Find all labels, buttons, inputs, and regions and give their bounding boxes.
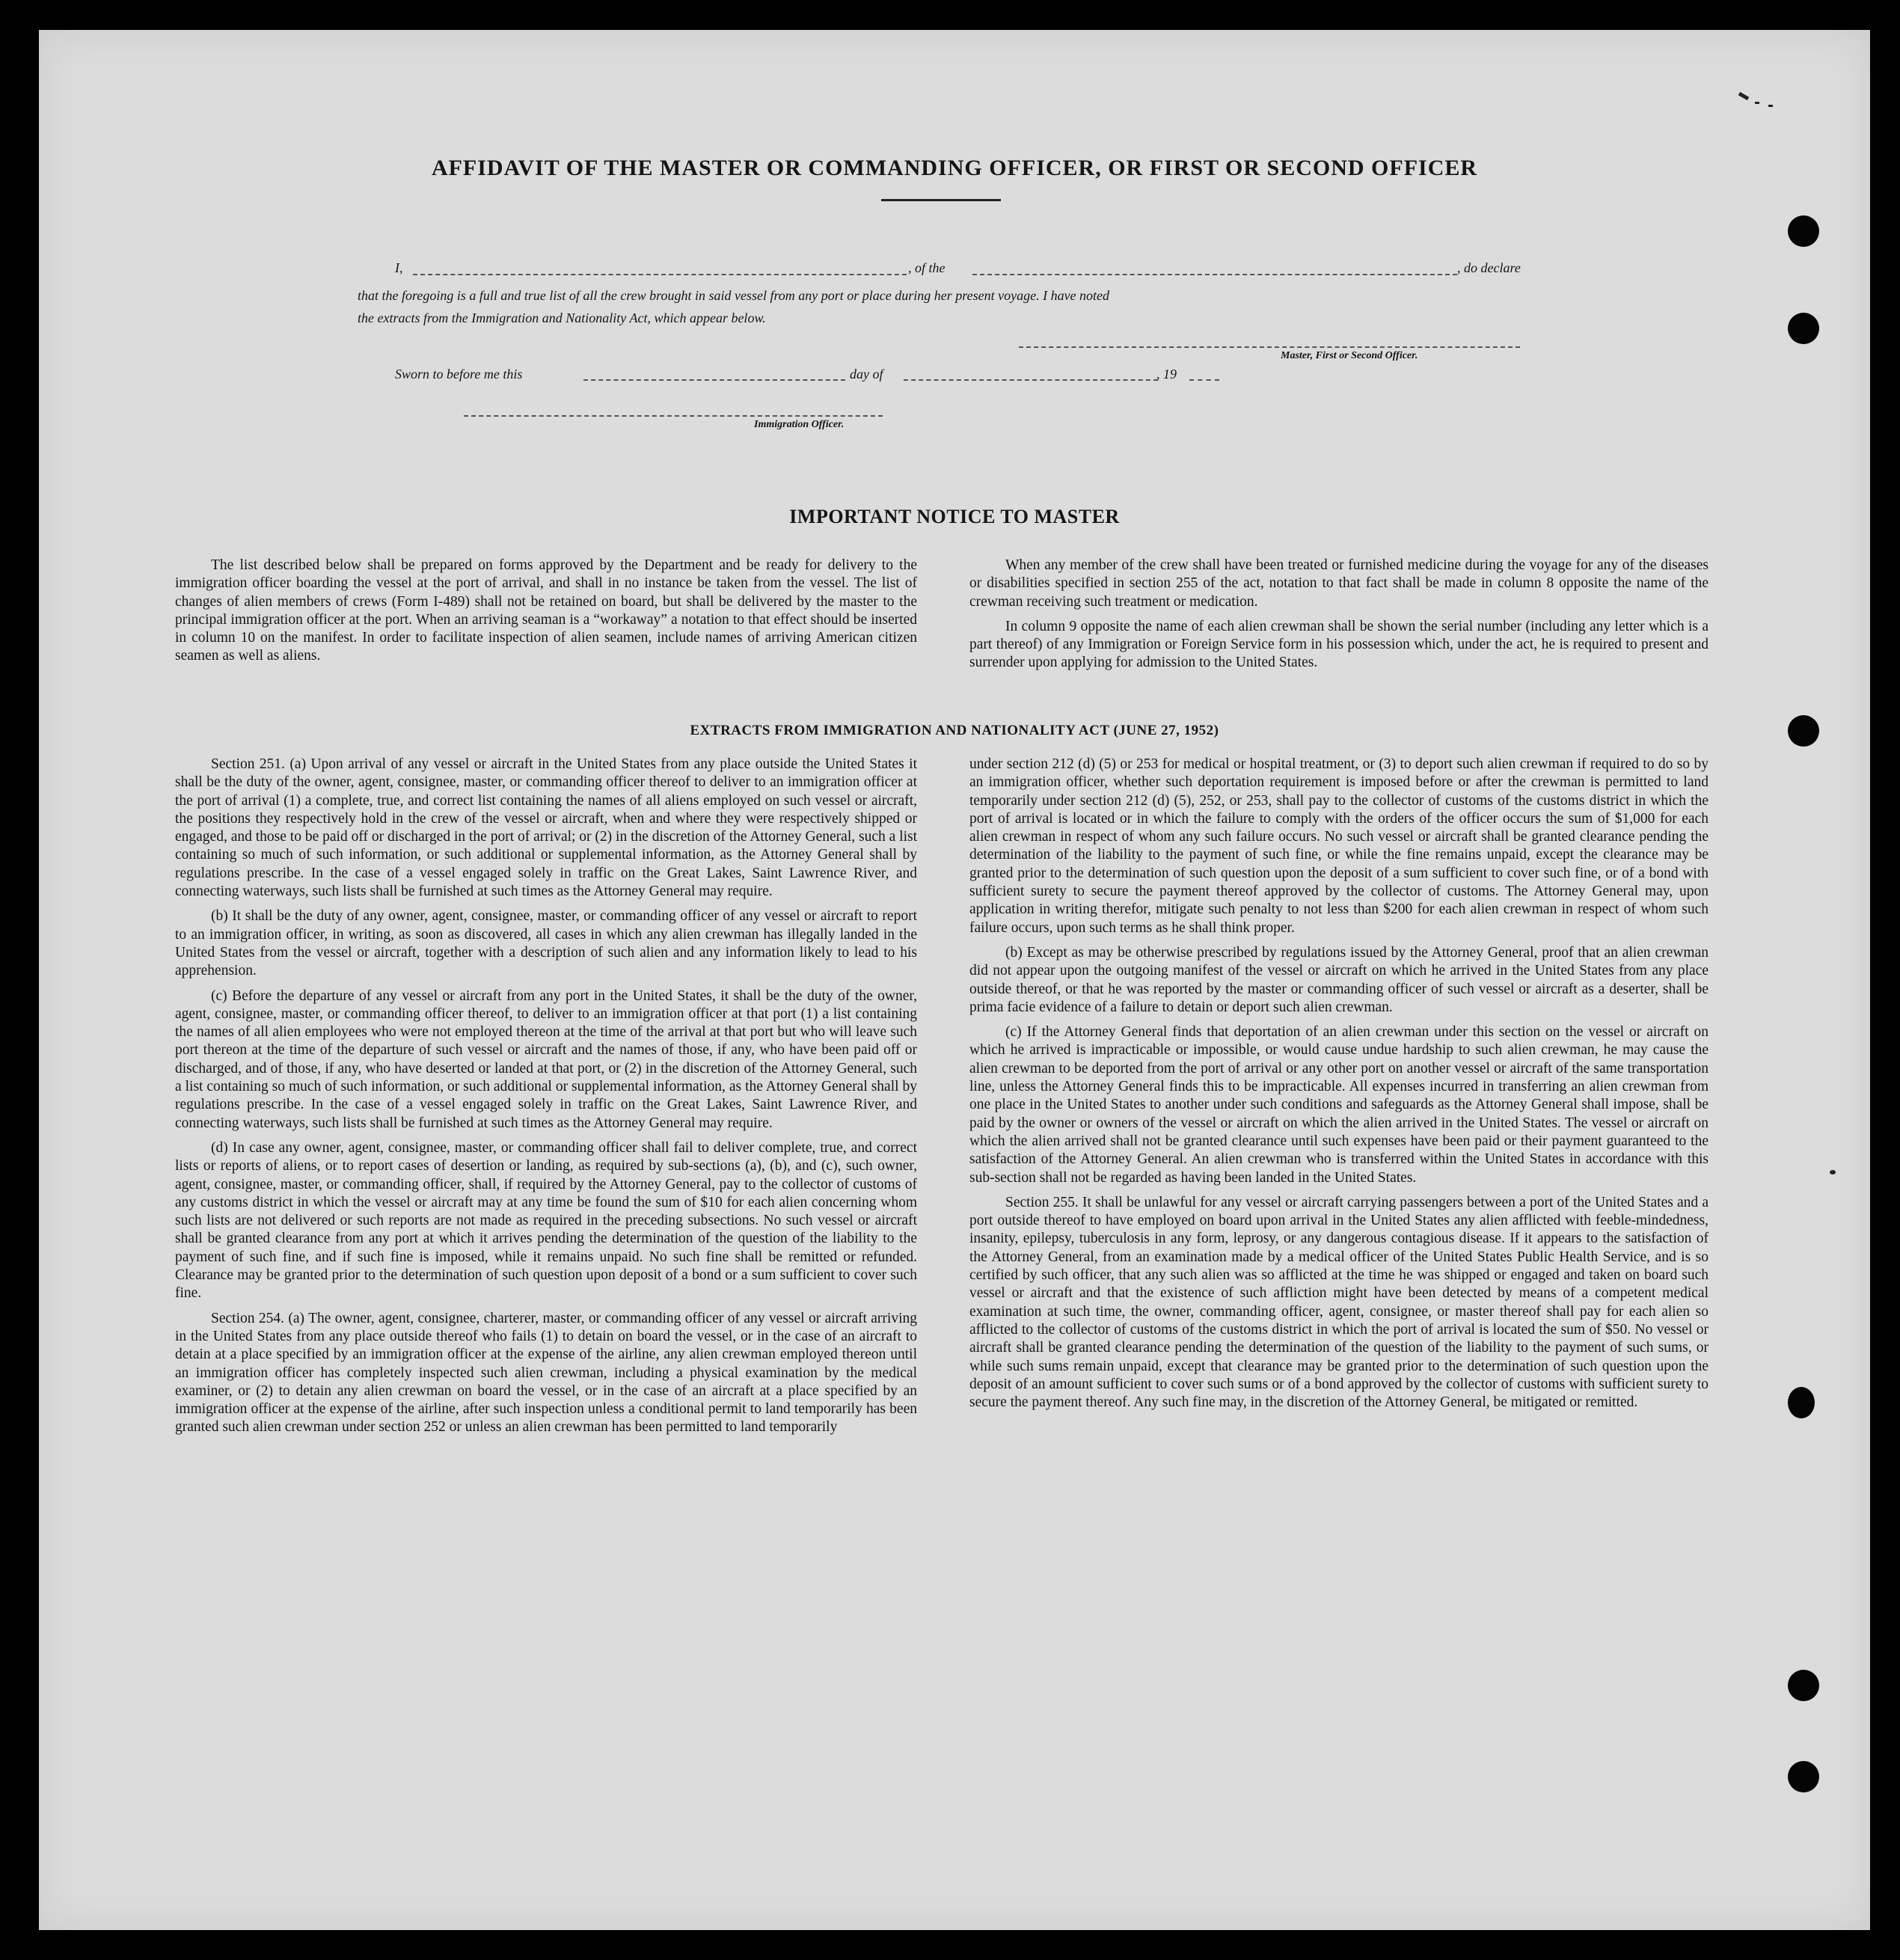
section-255: Section 255. It shall be unlawful for any vessel or aircraft carrying passengers between a port of the United States and a port outside thereof to have employed on board upon arrival in the United States any alien afflicted with feeble-mindedness, insanity, epilepsy, tuberculosis in any form, leprosy, or any dangerous contagious disease. If it appears to the satisfaction of the Attorney General, from an examination made by a medical officer of the United States Public Health Service, and is so certified by such officer, that any such alien was so afflicted at the time he was shipped or engaged and taken on board such vessel or aircraft and that the existence of such affliction might have been detected by means of a competent medical examination at such time, the owner, commanding officer, agent, consignee, or master thereof shall pay for each alien so afflicted to the collector of customs of the customs district in which the port of arrival is located the sum of $50. No vessel or aircraft shall be granted clearance pending the determination of the question of the liability to the payment of such sums, or while such sums remain unpaid, except that clearance may be granted prior to the determination of such question upon the deposit of an amount sufficient to cover such sums or of a bond approved by the collector of customs with sufficient surety to secure the payment thereof. Any such fine may, in the discretion of the Attorney General, be mitigated or remitted. xyxy=(969,1194,1709,1411)
scan-mark xyxy=(1738,92,1750,100)
vessel-blank xyxy=(972,274,1457,275)
of-the-label: , of the xyxy=(908,260,946,275)
sworn-label: Sworn to before me this xyxy=(395,367,523,382)
section-254a: Section 254. (a) The owner, agent, consignee, charterer, master, or commanding officer of any vessel or aircraft arriving in the United States from any place outside thereof who fails (1) to detain on board the vessel, or in the case of an aircraft to detain at a place specified by an immigration officer at the expense of the airline, any alien crewman employed thereon until an immigration officer has completely inspected such alien crewman, including a physical examination by the medical examiner, or (2) to detain any alien crewman on board the vessel, or in the case of an aircraft at a place specified by an immigration officer at the expense of the airline, after such inspection unless a conditional permit to land temporarily has been granted such alien crewman under section 252 or unless an alien crewman has been permitted to land temporarily xyxy=(175,1310,917,1436)
declare-label: , do declare xyxy=(1457,260,1521,275)
notice-right-column xyxy=(969,557,1709,679)
section-251c: (c) Before the departure of any vessel or aircraft from any port in the United States, it shall be the duty of the owner, agent, consignee, master, or commanding officer thereof, to deliver to an immigration officer at that port (1) a list containing the names of all alien employees who were not employed thereon at the time of the arrival at that port but who will leave such port thereon at the time of the departure of such vessel or aircraft and the names of those, if any, who have been paid off or discharged, and of those, if any, who have deserted or landed at that port, or (2) in the discretion of the Attorney General, such a list containing so much of such information, or such additional or supplemental information, as the Attorney General shall by regulations prescribe. In the case of a vessel engaged solely in traffic on the Great Lakes, Saint Lawrence River, and connecting waterways, such lists shall be furnished at such times as the Attorney General may require. xyxy=(175,987,917,1131)
section-251a: Section 251. (a) Upon arrival of any vessel or aircraft in the United States from any place outside the United States it shall be the duty of the owner, agent, consignee, master, or commanding officer thereof to deliver to an immigration officer at the port of arrival (1) a complete, true, and correct list containing the names of all aliens employed on such vessel or aircraft, the positions they respectively hold in the crew of the vessel or aircraft, when and where they were respectively shipped or engaged, and those to be paid off or discharged in the port of arrival; or (2) in the discretion of the Attorney General, such a list containing so much of such information, or such additional or supplemental information, as the Attorney General shall by regulations prescribe. In the case of a vessel engaged solely in traffic on the Great Lakes, Saint Lawrence River, and connecting waterways, such lists shall be furnished at such times as the Attorney General may require. xyxy=(175,756,917,900)
section-254b: (b) Except as may be otherwise prescribed by regulations issued by the Attorney General, proof that an alien crewman did not appear upon the outgoing manifest of the vessel or aircraft on which he arrived in the United States from any place outside thereof, or that he was reported by the master or commanding officer of such vessel or aircraft as a deserter, shall be prima facie evidence of a failure to detain or deport such alien crewman. xyxy=(969,944,1709,1015)
immigration-officer-line xyxy=(464,415,883,417)
punch-hole xyxy=(1788,313,1819,344)
punch-hole xyxy=(1788,1670,1819,1701)
master-signature-line xyxy=(1019,346,1520,348)
extracts-title: EXTRACTS FROM IMMIGRATION AND NATIONALITY ACT (JUNE 27, 1952) xyxy=(690,723,1219,738)
extracts-left-column xyxy=(175,756,917,1444)
document-page xyxy=(39,30,1870,1930)
scan-mark xyxy=(1830,1170,1836,1175)
notice-left-column xyxy=(175,557,917,673)
statement-line-2: the extracts from the Immigration and Nationality Act, which appear below. xyxy=(358,310,766,325)
notice-left-paragraph: The list described below shall be prepared on forms approved by the Department and be ready for delivery to the immigration officer boarding the vessel at the port of arrival, and shall in no instance be taken from the vessel. The list of changes of alien members of crews (Form I-489) shall not be retained on board, but shall be delivered by the master to the principal immigration officer at the port. When an arriving seaman is a “workaway” a notation to that effect should be inserted in column 10 on the manifest. In order to facilitate inspection of alien seamen, include names of arriving American citizen seamen as well as aliens. xyxy=(175,557,917,664)
sworn-day-blank xyxy=(583,379,845,381)
punch-hole xyxy=(1788,215,1819,247)
i-label: I, xyxy=(395,260,403,275)
day-of-label: day of xyxy=(850,367,883,382)
punch-hole xyxy=(1788,1387,1815,1418)
master-signature-label: Master, First or Second Officer. xyxy=(1281,350,1418,361)
scan-mark xyxy=(1768,105,1773,107)
title-underline xyxy=(881,199,1001,201)
section-254c: (c) If the Attorney General finds that deportation of an alien crewman under this section on the vessel or aircraft on which he arrived is impracticable or impossible, or would cause undue hardship to such alien crewman, he may cause the alien crewman to be deported from the port of arrival or any other port on another vessel or aircraft of the same transportation line, unless the Attorney General finds this to be impracticable. All expenses incurred in transferring an alien crewman from one place in the United States to another under such conditions and safeguards as the Attorney General shall impose, shall be paid by the owner or owners of the vessel or aircraft on which the alien arrived in the United States. The vessel or aircraft on which the alien arrived shall not be granted clearance until such expenses have been paid or their payment guaranteed to the satisfaction of the Attorney General. An alien crewman who is transferred within the United States in accordance with this sub-section shall not be regarded as having been landed in the United States. xyxy=(969,1024,1709,1186)
year-label: , 19 xyxy=(1156,367,1177,382)
section-251b: (b) It shall be the duty of any owner, agent, consignee, master, or commanding officer of any vessel or aircraft to report to an immigration officer, in writing, as soon as discovered, all cases in which any alien crewman has illegally landed in the United States from the vessel or aircraft, together with a description of such alien and any information likely to lead to his apprehension. xyxy=(175,908,917,979)
affidavit-title: AFFIDAVIT OF THE MASTER OR COMMANDING OFFICER, OR FIRST OR SECOND OFFICER xyxy=(431,156,1478,180)
section-251d: (d) In case any owner, agent, consignee, master, or commanding officer shall fail to deliver complete, true, and correct lists or reports of aliens, or to report cases of desertion or landing, as required by sub-sections (a), (b), and (c), such owner, agent, consignee, master, or commanding officer, shall, if required by the Attorney General, pay to the collector of customs of any customs district in which the vessel or aircraft may at any time be found the sum of $10 for each alien concerning whom such lists are not delivered or such reports are not made as required in the preceding subsections. No such vessel or aircraft shall be granted clearance from any port at which it arrives pending the determination of the question of the liability to the payment of such fine, and if such fine is imposed, while it remains unpaid. No such fine shall be remitted or refunded. Clearance may be granted prior to the determination of such question upon deposit of a bond or a sum sufficient to cover such fine. xyxy=(175,1139,917,1302)
scan-mark xyxy=(1755,102,1759,104)
name-blank xyxy=(413,274,907,275)
extracts-right-column xyxy=(969,756,1709,1418)
sworn-year-blank xyxy=(1189,379,1219,381)
punch-hole xyxy=(1788,715,1819,747)
immigration-officer-label: Immigration Officer. xyxy=(754,419,845,430)
notice-right-paragraph-1: When any member of the crew shall have been treated or furnished medicine during the voyage for any of the diseases or disabilities specified in section 255 of the act, notation to that fact shall be made in column 8 opposite the name of the crewman receiving such treatment or medication. xyxy=(969,557,1709,610)
notice-title: IMPORTANT NOTICE TO MASTER xyxy=(789,506,1120,527)
section-254a-continued: under section 212 (d) (5) or 253 for medical or hospital treatment, or (3) to deport such alien crewman if required to do so by an immigration officer, whether such deportation requirement is imposed before or after the crewman is permitted to land temporarily under section 212 (d) (5), 252, or 253, shall pay to the collector of customs of the customs district in which the port of arrival is located or in which the failure to comply with the orders of the officer occurs the sum of $1,000 for each alien crewman in respect of whom any such failure occurs. No such vessel or aircraft shall be granted clearance pending the determination of the liability to the payment of such fine, or while the fine remains unpaid, except the clearance may be granted prior to the determination of such question upon the deposit of a sum sufficient to cover such fine, or of a bond with sufficient surety to secure the payment thereof approved by the collector of customs. The Attorney General may, upon application in writing therefor, mitigate such penalty to not less than $200 for each alien crewman in respect of whom such failure occurs, upon such terms as he shall think proper. xyxy=(969,756,1709,936)
punch-hole xyxy=(1788,1761,1819,1792)
sworn-month-blank xyxy=(904,379,1158,381)
notice-right-paragraph-2: In column 9 opposite the name of each alien crewman shall be shown the serial number (including any letter which is a part thereof) of any Immigration or Foreign Service form in his possession which, under the act, he is required to present and surrender upon applying for admission to the United States. xyxy=(969,618,1709,671)
statement-line-1: that the foregoing is a full and true list of all the crew brought in said vessel from any port or place during her present voyage. I have noted xyxy=(358,288,1110,303)
